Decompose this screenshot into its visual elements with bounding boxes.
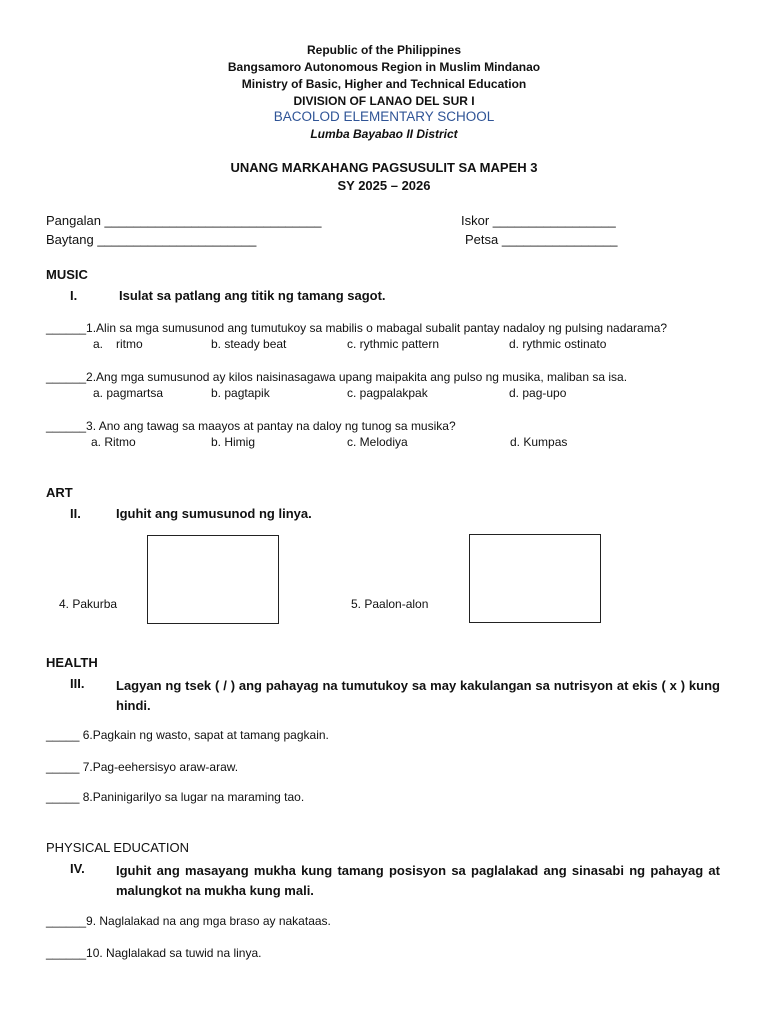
pe-instruction: Iguhit ang masayang mukha kung tamang posisyon sa paglalakad ang sinasabi ng pahayag at malungkot na mukha kung mali. xyxy=(116,863,720,898)
header-ministry: Ministry of Basic, Higher and Technical Education xyxy=(241,77,527,91)
art-heading: ART xyxy=(46,485,73,500)
q3-option-b: b. Himig xyxy=(211,435,256,449)
question-7: _____ 7.Pag-eehersisyo araw-araw. xyxy=(46,760,239,774)
drawing-box-pakurba[interactable] xyxy=(147,535,279,624)
score-field[interactable]: Iskor _________________ xyxy=(461,213,616,228)
question-3: ______3. Ano ang tawag sa maayos at pantay na daloy ng tunog sa musika? xyxy=(46,419,456,433)
art-instruction: Iguhit ang sumusunod ng linya. xyxy=(116,506,312,521)
name-field[interactable]: Pangalan ______________________________ xyxy=(46,213,322,228)
header-republic: Republic of the Philippines xyxy=(306,43,461,57)
health-roman: III. xyxy=(70,676,85,691)
question-9: ______9. Naglalakad na ang mga braso ay nakataas. xyxy=(46,914,331,928)
q1-option-a-letter: a. xyxy=(93,337,104,351)
q2-option-d: d. pag-upo xyxy=(509,386,567,400)
q2-option-b: b. pagtapik xyxy=(211,386,270,400)
q3-option-d: d. Kumpas xyxy=(510,435,568,449)
art-item-5: 5. Paalon-alon xyxy=(351,597,429,611)
question-10: ______10. Naglalakad sa tuwid na linya. xyxy=(46,946,262,960)
q1-option-c: c. rythmic pattern xyxy=(347,337,440,351)
question-6: _____ 6.Pagkain ng wasto, sapat at tamang pagkain. xyxy=(46,728,329,742)
header-region: Bangsamoro Autonomous Region in Muslim Mindanao xyxy=(227,60,541,74)
health-heading: HEALTH xyxy=(46,655,98,670)
music-heading: MUSIC xyxy=(46,267,88,282)
q1-option-a: ritmo xyxy=(116,337,143,351)
drawing-box-paalon-alon[interactable] xyxy=(469,534,601,623)
grade-field[interactable]: Baytang ______________________ xyxy=(46,232,257,247)
question-2: ______2.Ang mga sumusunod ay kilos naisinasagawa upang maipakita ang pulso ng musika, maliban sa isa. xyxy=(46,370,628,384)
q2-option-a: a. pagmartsa xyxy=(93,386,164,400)
music-roman: I. xyxy=(70,288,78,303)
pe-roman: IV. xyxy=(70,861,85,876)
q1-option-b: b. steady beat xyxy=(211,337,287,351)
school-year: SY 2025 – 2026 xyxy=(337,178,431,193)
q1-option-d: d. rythmic ostinato xyxy=(509,337,607,351)
art-item-4: 4. Pakurba xyxy=(59,597,118,611)
health-instruction: Lagyan ng tsek ( / ) ang pahayag na tumutukoy sa may kakulangan sa nutrisyon at ekis ( x ) kung hindi. xyxy=(116,678,720,713)
date-field[interactable]: Petsa ________________ xyxy=(465,232,618,247)
question-8: _____ 8.Paninigarilyo sa lugar na maraming tao. xyxy=(46,790,305,804)
q2-option-c: c. pagpalakpak xyxy=(347,386,428,400)
music-instruction: Isulat sa patlang ang titik ng tamang sagot. xyxy=(119,288,386,303)
q3-option-c: c. Melodiya xyxy=(347,435,408,449)
pe-heading: PHYSICAL EDUCATION xyxy=(46,840,190,855)
exam-title: UNANG MARKAHANG PAGSUSULIT SA MAPEH 3 xyxy=(230,160,538,175)
q3-option-a: a. Ritmo xyxy=(91,435,136,449)
art-roman: II. xyxy=(70,506,81,521)
district-name: Lumba Bayabao II District xyxy=(310,127,458,141)
header-division: DIVISION OF LANAO DEL SUR I xyxy=(293,94,475,108)
question-1: ______1.Alin sa mga sumusunod ang tumutukoy sa mabilis o mabagal subalit pantay nadaloy ng pulsing nadarama? xyxy=(46,321,668,335)
school-name: BACOLOD ELEMENTARY SCHOOL xyxy=(273,109,495,124)
